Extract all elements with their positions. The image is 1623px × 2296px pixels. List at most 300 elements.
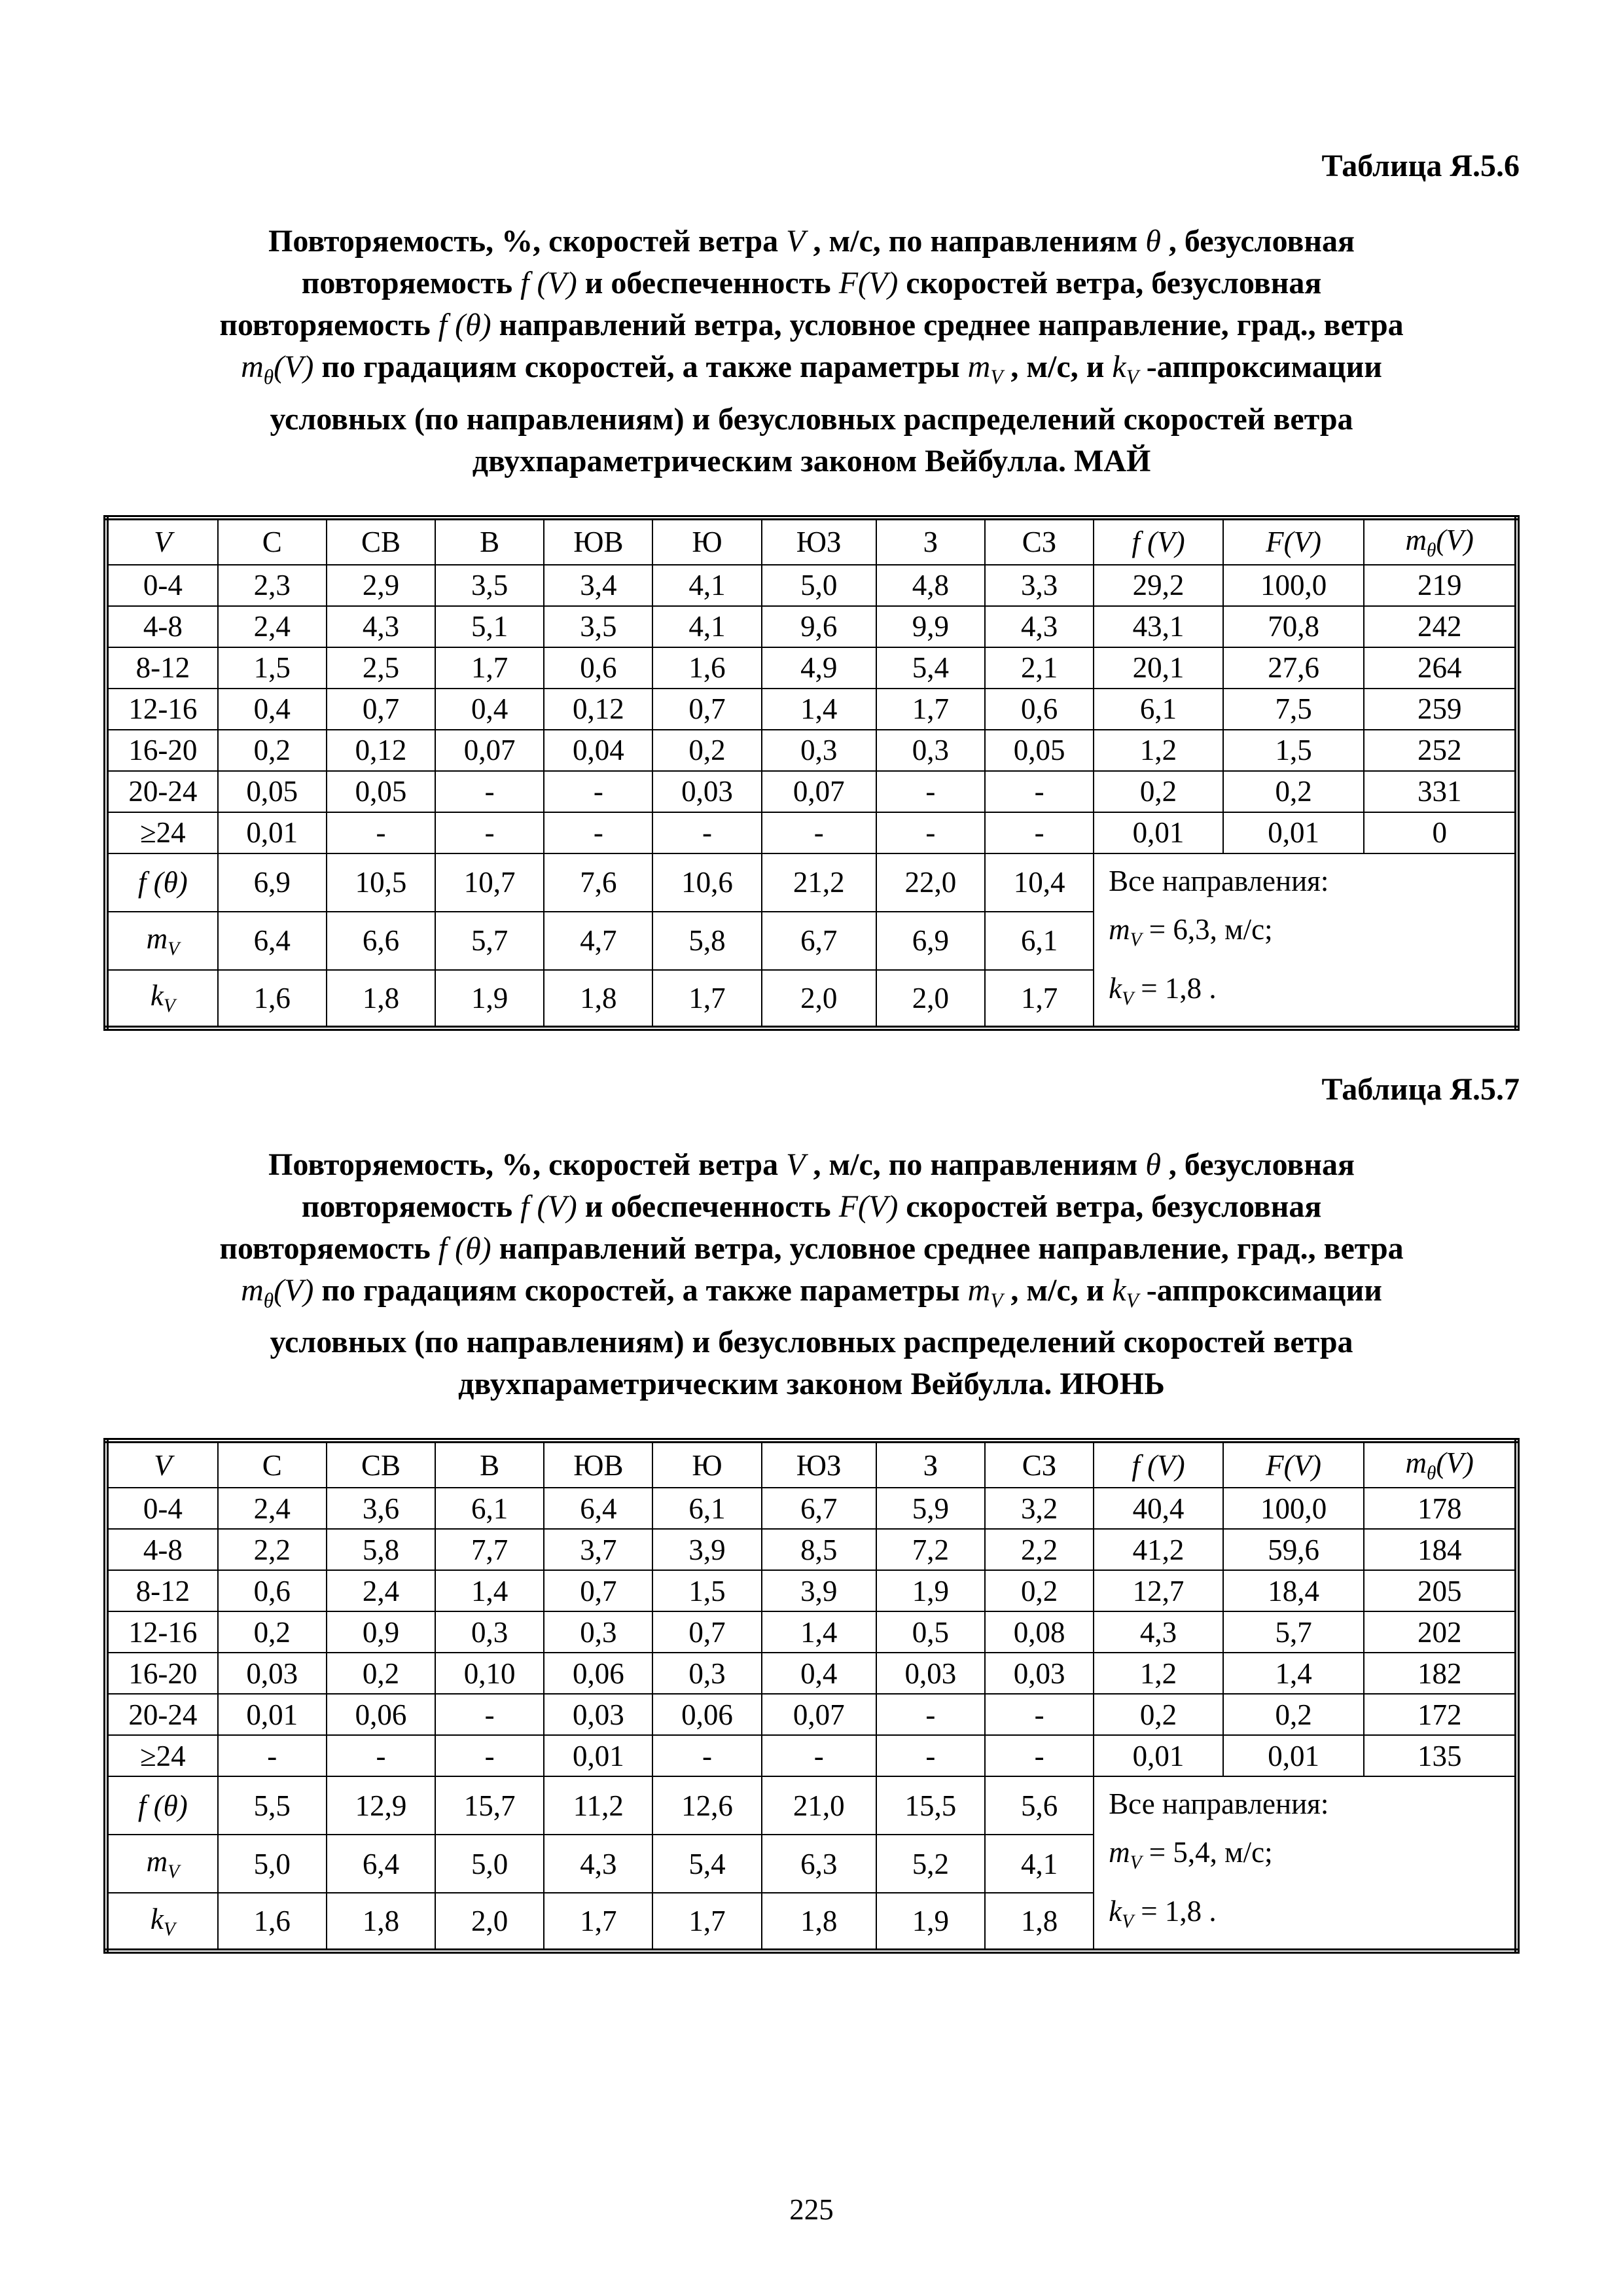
data-cell: 0,2 (1094, 1694, 1223, 1735)
math-symbol: V (1130, 1852, 1142, 1874)
text-run: направлений ветра, условное среднее направление, град., ветра (491, 308, 1404, 342)
data-cell: 205 (1364, 1570, 1517, 1611)
data-cell: 7,5 (1223, 689, 1364, 730)
data-cell: 0,03 (652, 771, 761, 812)
data-cell: 100,0 (1223, 565, 1364, 606)
data-cell: - (544, 812, 652, 853)
text-run: , безусловная (1160, 1147, 1355, 1182)
row-label: 4-8 (106, 1529, 218, 1570)
data-cell: 7,2 (876, 1529, 985, 1570)
data-cell: 2,4 (218, 606, 327, 647)
data-cell: 6,9 (218, 853, 327, 912)
data-cell: 184 (1364, 1529, 1517, 1570)
row-label: ≥24 (106, 1735, 218, 1776)
text-run: = 1,8 . (1133, 971, 1217, 1005)
data-cell: 0,07 (762, 1694, 876, 1735)
data-cell: 3,9 (652, 1529, 761, 1570)
data-cell: - (985, 1735, 1094, 1776)
text-run: скоростей ветра, безусловная (898, 1189, 1322, 1224)
data-cell: 1,7 (435, 647, 544, 689)
table-row (106, 812, 1517, 853)
data-cell: - (876, 812, 985, 853)
text-run: С (262, 1448, 282, 1482)
data-cell: 0,06 (544, 1653, 652, 1694)
title-line (103, 1321, 1520, 1363)
data-cell: 1,9 (876, 1893, 985, 1951)
data-cell: - (985, 771, 1094, 812)
title-line (103, 1144, 1520, 1186)
data-cell: 0,06 (327, 1694, 435, 1735)
header-cell (762, 1441, 876, 1488)
table-row (106, 1694, 1517, 1735)
text-run: условных (по направлениям) и безусловных распределений скоростей ветра (270, 1325, 1353, 1360)
text-run: = 6,3, м/с; (1141, 912, 1273, 946)
text-run: Повторяемость, %, скоростей ветра (268, 224, 787, 259)
math-symbol: m (967, 1272, 991, 1308)
data-cell: 6,3 (762, 1835, 876, 1893)
row-label: 0-4 (106, 565, 218, 606)
data-cell: 331 (1364, 771, 1517, 812)
data-cell: 0,03 (876, 1653, 985, 1694)
data-cell: 41,2 (1094, 1529, 1223, 1570)
table-row (106, 1611, 1517, 1653)
data-cell: 4,3 (1094, 1611, 1223, 1653)
title-line (103, 1363, 1520, 1405)
text-run: повторяемость (301, 266, 521, 300)
data-cell: 1,7 (544, 1893, 652, 1951)
data-cell: 2,2 (985, 1529, 1094, 1570)
data-cell: 0,03 (218, 1653, 327, 1694)
math-symbol: m (1109, 912, 1130, 946)
data-cell: 59,6 (1223, 1529, 1364, 1570)
text-run: , м/с, по направлениям (805, 1147, 1146, 1182)
data-cell: 0,01 (1094, 812, 1223, 853)
data-cell: 0,3 (876, 730, 985, 771)
data-cell: 0,2 (985, 1570, 1094, 1611)
data-cell: 0,05 (327, 771, 435, 812)
data-cell: 5,2 (876, 1835, 985, 1893)
text-run: и обеспеченность (577, 266, 839, 300)
summary-cell (1094, 1776, 1517, 1951)
data-cell: 5,6 (985, 1776, 1094, 1835)
math-symbol: θ (1427, 1463, 1436, 1484)
data-cell: 6,7 (762, 912, 876, 970)
data-cell: 6,1 (985, 912, 1094, 970)
text-run: скоростей ветра, безусловная (898, 266, 1322, 300)
text-run: , м/с, по направлениям (805, 224, 1146, 259)
math-symbol: V (1130, 929, 1142, 950)
math-symbol: k (1112, 350, 1126, 384)
data-cell: 8,5 (762, 1529, 876, 1570)
text-run: , м/с, и (1003, 1272, 1113, 1308)
row-label: 8-12 (106, 647, 218, 689)
header-cell (106, 518, 218, 565)
math-symbol: V (990, 1289, 1003, 1312)
data-cell: 4,3 (327, 606, 435, 647)
table-row (106, 1488, 1517, 1529)
header-cell (327, 518, 435, 565)
text-run: СВ (361, 1448, 401, 1482)
data-cell: - (876, 1735, 985, 1776)
data-cell: - (762, 1735, 876, 1776)
data-cell: 0,07 (435, 730, 544, 771)
data-cell: - (985, 812, 1094, 853)
text-run: по градациям скоростей, а также параметры (313, 1272, 968, 1308)
math-symbol: V (163, 996, 175, 1017)
data-cell: 202 (1364, 1611, 1517, 1653)
math-symbol: F(V) (1266, 1448, 1322, 1482)
data-cell: 43,1 (1094, 606, 1223, 647)
summary-line (1109, 1887, 1512, 1946)
text-run: Повторяемость, %, скоростей ветра (268, 1147, 787, 1182)
summary-line (1109, 1828, 1512, 1887)
header-cell (218, 1441, 327, 1488)
text-run: двухпараметрическим законом Вейбулла. ИЮНЬ (458, 1367, 1165, 1402)
text-run: С (262, 526, 282, 559)
data-cell: 1,7 (985, 970, 1094, 1028)
data-cell: 6,4 (327, 1835, 435, 1893)
row-label (106, 970, 218, 1028)
text-run: = 1,8 . (1133, 1895, 1217, 1928)
data-cell: 0,3 (435, 1611, 544, 1653)
data-cell: - (218, 1735, 327, 1776)
header-cell (652, 1441, 761, 1488)
table-row (106, 771, 1517, 812)
data-cell: 0,2 (327, 1653, 435, 1694)
title-line (103, 1270, 1520, 1322)
math-symbol: k (1109, 971, 1122, 1005)
data-cell: 1,2 (1094, 730, 1223, 771)
title-line (103, 262, 1520, 304)
header-cell (106, 1441, 218, 1488)
table-row (106, 606, 1517, 647)
data-cell: 2,4 (218, 1488, 327, 1529)
math-symbol: θ (263, 1289, 274, 1312)
data-cell: 5,7 (1223, 1611, 1364, 1653)
math-symbol: (V) (1436, 523, 1474, 556)
data-cell: 0,9 (327, 1611, 435, 1653)
table-row (106, 689, 1517, 730)
data-cell: 6,9 (876, 912, 985, 970)
text-run: , безусловная (1160, 224, 1355, 259)
data-cell: 0,03 (544, 1694, 652, 1735)
data-cell: 1,7 (876, 689, 985, 730)
data-cell: - (327, 812, 435, 853)
data-cell: 0,10 (435, 1653, 544, 1694)
data-cell: 0,05 (985, 730, 1094, 771)
data-cell: 5,7 (435, 912, 544, 970)
data-cell: - (876, 771, 985, 812)
math-symbol: m (241, 1272, 264, 1308)
data-cell: 2,9 (327, 565, 435, 606)
data-cell: 2,2 (218, 1529, 327, 1570)
data-cell: - (435, 771, 544, 812)
math-symbol: f (θ) (438, 308, 491, 342)
text-run: двухпараметрическим законом Вейбулла. МАЙ (472, 443, 1151, 478)
data-cell: 5,9 (876, 1488, 985, 1529)
data-cell: 0,2 (1223, 1694, 1364, 1735)
data-cell: 0,01 (1223, 812, 1364, 853)
data-cell: - (327, 1735, 435, 1776)
table-row (106, 647, 1517, 689)
math-symbol: V (990, 365, 1003, 389)
header-cell (435, 1441, 544, 1488)
math-symbol: k (1112, 1272, 1126, 1308)
row-label (106, 1835, 218, 1893)
title-line (103, 221, 1520, 262)
math-symbol: m (1109, 1836, 1130, 1869)
title-line (103, 399, 1520, 440)
data-cell: 21,2 (762, 853, 876, 912)
text-run: и обеспеченность (577, 1189, 839, 1224)
data-cell: 12,7 (1094, 1570, 1223, 1611)
data-cell: 0,06 (652, 1694, 761, 1735)
data-cell: 3,3 (985, 565, 1094, 606)
row-label: ≥24 (106, 812, 218, 853)
math-symbol: V (163, 1918, 175, 1940)
math-symbol: (V) (274, 350, 314, 384)
header-cell (985, 1441, 1094, 1488)
text-run: направлений ветра, условное среднее направление, град., ветра (491, 1230, 1404, 1266)
text-run: , м/с, и (1003, 350, 1113, 384)
data-cell: 18,4 (1223, 1570, 1364, 1611)
data-cell: 0 (1364, 812, 1517, 853)
table-caption: Таблица Я.5.7 (1321, 1071, 1520, 1107)
data-cell: 252 (1364, 730, 1517, 771)
data-cell: 1,8 (327, 1893, 435, 1951)
data-cell: 0,2 (1223, 771, 1364, 812)
text-run: Все направления: (1109, 1787, 1329, 1821)
table-title (103, 1144, 1520, 1406)
data-cell: 100,0 (1223, 1488, 1364, 1529)
row-label: 4-8 (106, 606, 218, 647)
data-cell: 6,1 (435, 1488, 544, 1529)
title-line (103, 1186, 1520, 1228)
data-cell: 4,3 (985, 606, 1094, 647)
data-cell: 242 (1364, 606, 1517, 647)
text-run: СЗ (1022, 1448, 1057, 1482)
table-caption: Таблица Я.5.6 (1321, 149, 1520, 183)
data-cell: 219 (1364, 565, 1517, 606)
math-symbol: f (θ) (137, 1789, 188, 1822)
data-cell: 2,0 (435, 1893, 544, 1951)
text-run: ЮВ (573, 1448, 624, 1482)
row-label (106, 1776, 218, 1835)
row-label: 12-16 (106, 689, 218, 730)
data-cell: 172 (1364, 1694, 1517, 1735)
title-line (103, 346, 1520, 399)
data-cell: 29,2 (1094, 565, 1223, 606)
table-row (106, 1735, 1517, 1776)
data-cell: - (652, 1735, 761, 1776)
row-label (106, 853, 218, 912)
data-cell: 21,0 (762, 1776, 876, 1835)
row-label (106, 1893, 218, 1951)
data-cell: 0,3 (544, 1611, 652, 1653)
data-cell: 1,5 (218, 647, 327, 689)
math-symbol: θ (1427, 539, 1436, 561)
data-cell: 0,4 (218, 689, 327, 730)
data-cell: - (435, 812, 544, 853)
data-cell: 0,2 (1094, 771, 1223, 812)
data-cell: 4,1 (652, 606, 761, 647)
data-cell: 264 (1364, 647, 1517, 689)
data-cell: 178 (1364, 1488, 1517, 1529)
header-cell (327, 1441, 435, 1488)
title-line (103, 1228, 1520, 1270)
row-label (106, 912, 218, 970)
math-symbol: f (θ) (137, 866, 188, 899)
data-cell: - (652, 812, 761, 853)
data-cell: 1,5 (652, 1570, 761, 1611)
data-cell: 9,6 (762, 606, 876, 647)
data-cell: 1,4 (762, 1611, 876, 1653)
data-cell: 1,4 (1223, 1653, 1364, 1694)
data-cell: 0,6 (985, 689, 1094, 730)
header-cell (1094, 1441, 1223, 1488)
data-cell: 0,7 (544, 1570, 652, 1611)
data-cell: 0,5 (876, 1611, 985, 1653)
data-cell: 0,6 (218, 1570, 327, 1611)
header-cell (544, 1441, 652, 1488)
header-row (106, 518, 1517, 565)
data-cell: 2,3 (218, 565, 327, 606)
data-cell: - (876, 1694, 985, 1735)
data-cell: 1,5 (1223, 730, 1364, 771)
data-cell: 20,1 (1094, 647, 1223, 689)
param-row (106, 1776, 1517, 1835)
table-row (106, 1570, 1517, 1611)
header-cell (762, 518, 876, 565)
data-cell: 0,04 (544, 730, 652, 771)
math-symbol: (V) (1436, 1446, 1474, 1480)
math-symbol: m (1405, 523, 1427, 556)
math-symbol: f (θ) (438, 1230, 491, 1266)
data-cell: 2,4 (327, 1570, 435, 1611)
summary-line (1109, 964, 1512, 1023)
table-row (106, 565, 1517, 606)
data-cell: 4,9 (762, 647, 876, 689)
data-cell: 0,2 (218, 1611, 327, 1653)
math-symbol: m (241, 350, 264, 384)
data-cell: 182 (1364, 1653, 1517, 1694)
text-run: В (480, 1448, 500, 1482)
data-cell: 12,9 (327, 1776, 435, 1835)
data-cell: 5,8 (327, 1529, 435, 1570)
header-cell (435, 518, 544, 565)
math-symbol: k (150, 979, 164, 1013)
summary-cell (1094, 853, 1517, 1028)
summary-line (1109, 857, 1512, 905)
data-cell: 3,9 (762, 1570, 876, 1611)
header-row (106, 1441, 1517, 1488)
data-cell: 9,9 (876, 606, 985, 647)
math-symbol: V (1126, 365, 1139, 389)
text-run: Ю (692, 526, 722, 559)
math-symbol: V (168, 938, 180, 960)
data-cell: 0,2 (652, 730, 761, 771)
table-row (106, 730, 1517, 771)
data-cell: 27,6 (1223, 647, 1364, 689)
row-label: 20-24 (106, 1694, 218, 1735)
data-cell: 0,3 (652, 1653, 761, 1694)
wind-table-may (103, 515, 1520, 1031)
math-symbol: V (154, 526, 172, 559)
data-cell: 0,01 (218, 1694, 327, 1735)
math-symbol: m (1405, 1446, 1427, 1480)
data-cell: 0,03 (985, 1653, 1094, 1694)
text-run: -аппроксимации (1138, 350, 1382, 384)
math-symbol: f (V) (520, 266, 577, 300)
math-symbol: V (786, 224, 806, 259)
data-cell: 12,6 (652, 1776, 761, 1835)
data-cell: 3,5 (544, 606, 652, 647)
header-cell (985, 518, 1094, 565)
data-cell: 1,8 (985, 1893, 1094, 1951)
math-symbol: V (154, 1448, 172, 1482)
text-run: СВ (361, 526, 401, 559)
table-row (106, 1653, 1517, 1694)
wind-table-june (103, 1438, 1520, 1954)
data-cell: 7,7 (435, 1529, 544, 1570)
summary-line (1109, 905, 1512, 964)
text-run: условных (по направлениям) и безусловных распределений скоростей ветра (270, 401, 1353, 437)
data-cell: 3,2 (985, 1488, 1094, 1529)
text-run: повторяемость (219, 308, 438, 342)
math-symbol: θ (263, 365, 274, 389)
data-cell: 40,4 (1094, 1488, 1223, 1529)
data-cell: 1,7 (652, 970, 761, 1028)
title-line (103, 440, 1520, 482)
row-label: 16-20 (106, 730, 218, 771)
data-cell: 1,6 (218, 970, 327, 1028)
data-cell: 1,8 (762, 1893, 876, 1951)
data-cell: 2,1 (985, 647, 1094, 689)
header-cell (1364, 1441, 1517, 1488)
math-symbol: F(V) (1266, 526, 1322, 559)
text-run: СЗ (1022, 526, 1057, 559)
data-cell: 4,1 (985, 1835, 1094, 1893)
row-label: 20-24 (106, 771, 218, 812)
math-symbol: f (V) (1132, 1448, 1185, 1482)
data-cell: - (435, 1694, 544, 1735)
data-cell: 4,8 (876, 565, 985, 606)
data-cell: 0,4 (435, 689, 544, 730)
data-cell: 22,0 (876, 853, 985, 912)
data-cell: 0,2 (218, 730, 327, 771)
data-cell: 3,5 (435, 565, 544, 606)
math-symbol: F(V) (838, 1189, 899, 1224)
data-cell: 5,0 (762, 565, 876, 606)
param-row (106, 853, 1517, 912)
math-symbol: m (967, 350, 991, 384)
data-cell: 1,6 (652, 647, 761, 689)
text-run: ЮЗ (796, 526, 842, 559)
data-cell: - (544, 771, 652, 812)
math-symbol: V (168, 1861, 180, 1883)
math-symbol: m (146, 1845, 168, 1878)
text-run: Все направления: (1109, 864, 1329, 897)
data-cell: 3,4 (544, 565, 652, 606)
data-cell: 2,0 (876, 970, 985, 1028)
data-cell: 0,01 (544, 1735, 652, 1776)
math-symbol: V (1126, 1289, 1139, 1312)
math-symbol: f (V) (520, 1189, 577, 1224)
math-symbol: k (1109, 1895, 1122, 1928)
data-cell: 0,4 (762, 1653, 876, 1694)
data-cell: 1,6 (218, 1893, 327, 1951)
header-cell (1364, 518, 1517, 565)
